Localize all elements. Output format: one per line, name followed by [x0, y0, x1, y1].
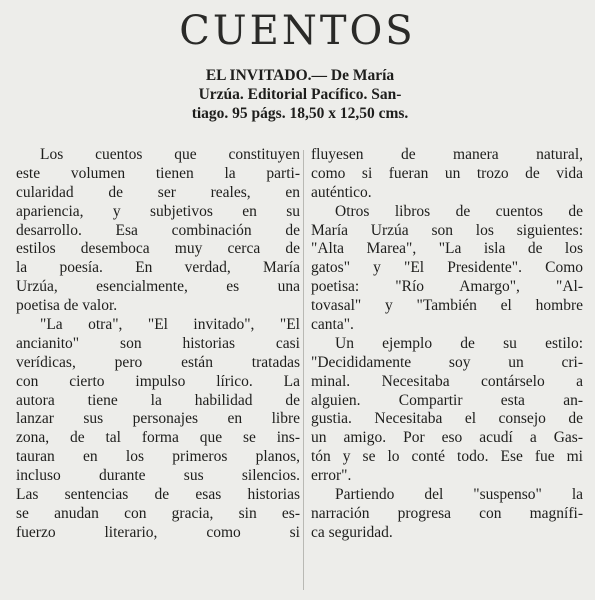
- text-line: ancianito" son historias casi: [16, 334, 300, 352]
- text-line: incluso durante sus silencios.: [16, 467, 300, 485]
- text-line: Otros libros de cuentos de: [335, 202, 583, 220]
- text-line: la poesía. En verdad, María: [16, 259, 300, 277]
- text-line: "Decididamente soy un cri-: [311, 353, 583, 371]
- text-line: estilos desemboca muy cerca de: [16, 240, 300, 258]
- text-line: auténtico.: [311, 183, 372, 201]
- column-divider: [303, 150, 304, 590]
- text-line: apariencia, y subjetivos en su: [16, 202, 300, 220]
- text-line: desarrollo. Esa combinación de: [16, 221, 300, 239]
- header-line: tiago. 95 págs. 18,50 x 12,50 cms.: [191, 105, 409, 122]
- text-line: minal. Necesitaba contárselo a: [311, 372, 583, 390]
- text-line: gustia. Necesitaba el consejo de: [311, 410, 583, 428]
- text-line: gatos" y "El Presidente". Como: [311, 259, 583, 277]
- text-line: "La otra", "El invitado", "El: [40, 316, 300, 334]
- text-line: "Alta Marea", "La isla de los: [311, 240, 583, 258]
- section-title: CUENTOS: [179, 8, 416, 54]
- text-line: con cierto impulso lírico. La: [16, 372, 300, 390]
- text-line: autora tiene la habilidad de: [16, 391, 300, 409]
- text-line: tauran en los primeros planos,: [16, 448, 300, 466]
- text-line: María Urzúa son los siguientes:: [311, 221, 583, 239]
- header-line: EL INVITADO.— De María: [205, 67, 395, 84]
- text-line: Un ejemplo de su estilo:: [335, 334, 583, 352]
- text-line: ca seguridad.: [311, 523, 393, 541]
- text-line: como si fueran un trozo de vida: [311, 164, 583, 182]
- left-column: [16, 146, 300, 543]
- book-header: [150, 66, 450, 123]
- right-column: [311, 146, 583, 543]
- text-line: un amigo. Por eso acudí a Gas-: [311, 429, 583, 447]
- text-line: Urzúa, esencialmente, es una: [16, 278, 300, 296]
- text-line: Los cuentos que constituyen: [40, 146, 300, 163]
- header-line: Urzúa. Editorial Pacífico. San-: [198, 86, 402, 103]
- text-line: canta".: [311, 316, 354, 334]
- text-line: poetisa: "Río Amargo", "Al-: [311, 278, 583, 296]
- text-line: zona, de tal forma que se ins-: [16, 429, 300, 447]
- text-line: alguien. Compartir esta an-: [311, 391, 583, 409]
- text-line: error".: [311, 467, 352, 485]
- text-line: este volumen tienen la parti-: [16, 164, 300, 182]
- text-line: cularidad de ser reales, en: [16, 183, 300, 201]
- text-line: lanzar sus personajes en libre: [16, 410, 300, 428]
- text-line: fuerzo literario, como si: [16, 523, 300, 541]
- text-line: poetisa de valor.: [16, 297, 118, 315]
- text-line: Las sentencias de esas historias: [16, 486, 300, 504]
- text-line: tón y se lo conté todo. Ese fue mi: [311, 448, 583, 466]
- text-line: fluyesen de manera natural,: [311, 146, 583, 163]
- text-line: Partiendo del "suspenso" la: [335, 486, 583, 504]
- text-line: tovasal" y "También el hombre: [311, 297, 583, 315]
- text-line: verídicas, pero están tratadas: [16, 353, 300, 371]
- text-line: se anudan con gracia, sin es-: [16, 504, 300, 522]
- text-line: narración progresa con magnífi-: [311, 504, 583, 522]
